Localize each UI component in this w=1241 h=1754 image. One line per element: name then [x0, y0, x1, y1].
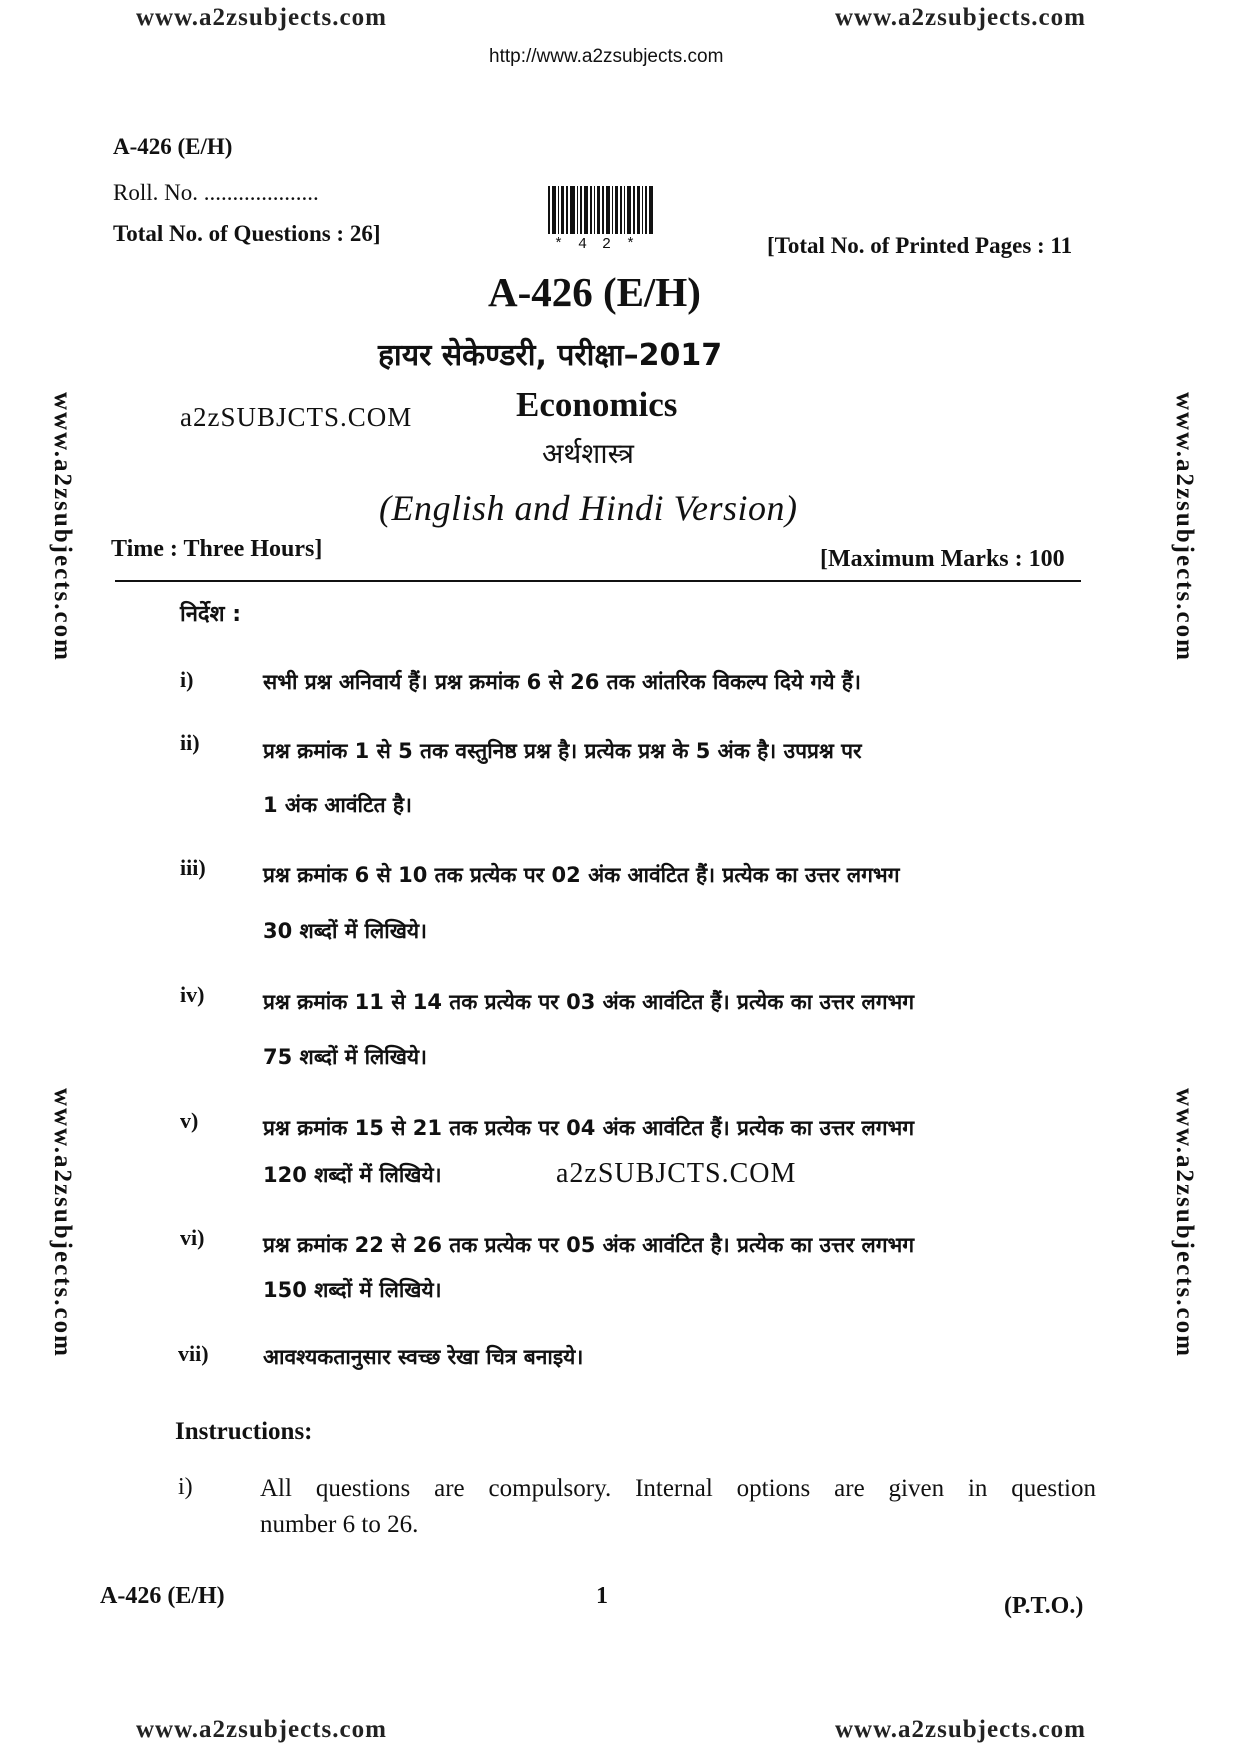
source-url: http://www.a2zsubjects.com: [489, 46, 724, 67]
instruction-number: v): [180, 1108, 199, 1133]
instruction-number: iv): [180, 982, 205, 1007]
instruction-line: 1 अंक आवंटित है।: [263, 793, 412, 817]
please-turn-over: (P.T.O.): [1004, 1593, 1084, 1619]
paper-code: A-426 (E/H): [113, 134, 233, 159]
exam-name-hindi: हायर सेकेण्डरी, परीक्षा–2017: [378, 338, 723, 373]
maximum-marks: [Maximum Marks : 100: [820, 546, 1065, 572]
watermark-side-right-lower: www.a2zsubjects.com: [1171, 1088, 1198, 1358]
instruction-line: प्रश्न क्रमांक 11 से 14 तक प्रत्येक पर 03 अंक आवंटित हैं। प्रत्येक का उत्तर लगभग: [263, 990, 915, 1014]
instruction-line: सभी प्रश्न अनिवार्य हैं। प्रश्न क्रमांक 6 से 26 तक आंतरिक विकल्प दिये गये हैं।: [263, 670, 861, 694]
watermark-top-left: www.a2zsubjects.com: [136, 4, 387, 31]
instruction-number: i): [180, 667, 194, 692]
instruction-line: All questions are compulsory. Internal options are given in question: [260, 1475, 1096, 1502]
total-questions: Total No. of Questions : 26]: [113, 221, 381, 246]
watermark-top-right: www.a2zsubjects.com: [835, 4, 1086, 31]
instruction-line: number 6 to 26.: [260, 1511, 419, 1538]
instruction-line: प्रश्न क्रमांक 6 से 10 तक प्रत्येक पर 02 अंक आवंटित हैं। प्रत्येक का उत्तर लगभग: [263, 863, 900, 887]
instruction-line: प्रश्न क्रमांक 22 से 26 तक प्रत्येक पर 05 अंक आवंटित है। प्रत्येक का उत्तर लगभग: [263, 1233, 915, 1257]
instruction-number: vii): [178, 1341, 209, 1366]
page-title: A-426 (E/H): [488, 269, 701, 315]
header-divider: [115, 580, 1081, 582]
watermark-bottom-right: www.a2zsubjects.com: [835, 1716, 1086, 1743]
instruction-line: 120 शब्दों में लिखिये।: [263, 1163, 442, 1187]
page-number: 1: [596, 1583, 608, 1609]
subject-english: Economics: [516, 385, 678, 424]
stamp-watermark-lower: a2zSUBJCTS.COM: [556, 1158, 797, 1189]
total-printed-pages: [Total No. of Printed Pages : 11: [767, 233, 1073, 258]
english-instructions-heading: Instructions:: [175, 1418, 313, 1445]
roll-number-field: Roll. No. ....................: [113, 180, 319, 205]
footer-paper-code: A-426 (E/H): [100, 1583, 225, 1609]
instruction-line: प्रश्न क्रमांक 15 से 21 तक प्रत्येक पर 04 अंक आवंटित हैं। प्रत्येक का उत्तर लगभग: [263, 1116, 915, 1140]
hindi-instructions-heading: निर्देश :: [180, 602, 242, 627]
watermark-side-right-upper: www.a2zsubjects.com: [1171, 392, 1198, 662]
version-line: (English and Hindi Version): [379, 488, 798, 528]
barcode-number: * 4 2 *: [554, 236, 639, 253]
instruction-line: आवश्यकतानुसार स्वच्छ रेखा चित्र बनाइये।: [263, 1345, 584, 1369]
barcode-bars: [548, 186, 655, 234]
instruction-line: प्रश्न क्रमांक 1 से 5 तक वस्तुनिष्ठ प्रश्न है। प्रत्येक प्रश्न के 5 अंक है। उपप्रश्न पर: [263, 739, 862, 763]
time-allowed: Time : Three Hours]: [111, 536, 323, 562]
barcode: [548, 186, 655, 253]
instruction-number: i): [178, 1474, 193, 1500]
instruction-line: 150 शब्दों में लिखिये।: [263, 1278, 442, 1302]
instruction-number: iii): [180, 855, 206, 880]
watermark-side-left-lower: www.a2zsubjects.com: [49, 1088, 76, 1358]
instruction-line: 30 शब्दों में लिखिये।: [263, 919, 428, 943]
watermark-side-left-upper: www.a2zsubjects.com: [49, 392, 76, 662]
watermark-bottom-left: www.a2zsubjects.com: [136, 1716, 387, 1743]
instruction-line: 75 शब्दों में लिखिये।: [263, 1045, 428, 1069]
stamp-watermark-upper: a2zSUBJCTS.COM: [180, 402, 413, 432]
instruction-number: ii): [180, 730, 200, 755]
instruction-number: vi): [180, 1225, 205, 1250]
subject-hindi: अर्थशास्त्र: [542, 437, 634, 470]
